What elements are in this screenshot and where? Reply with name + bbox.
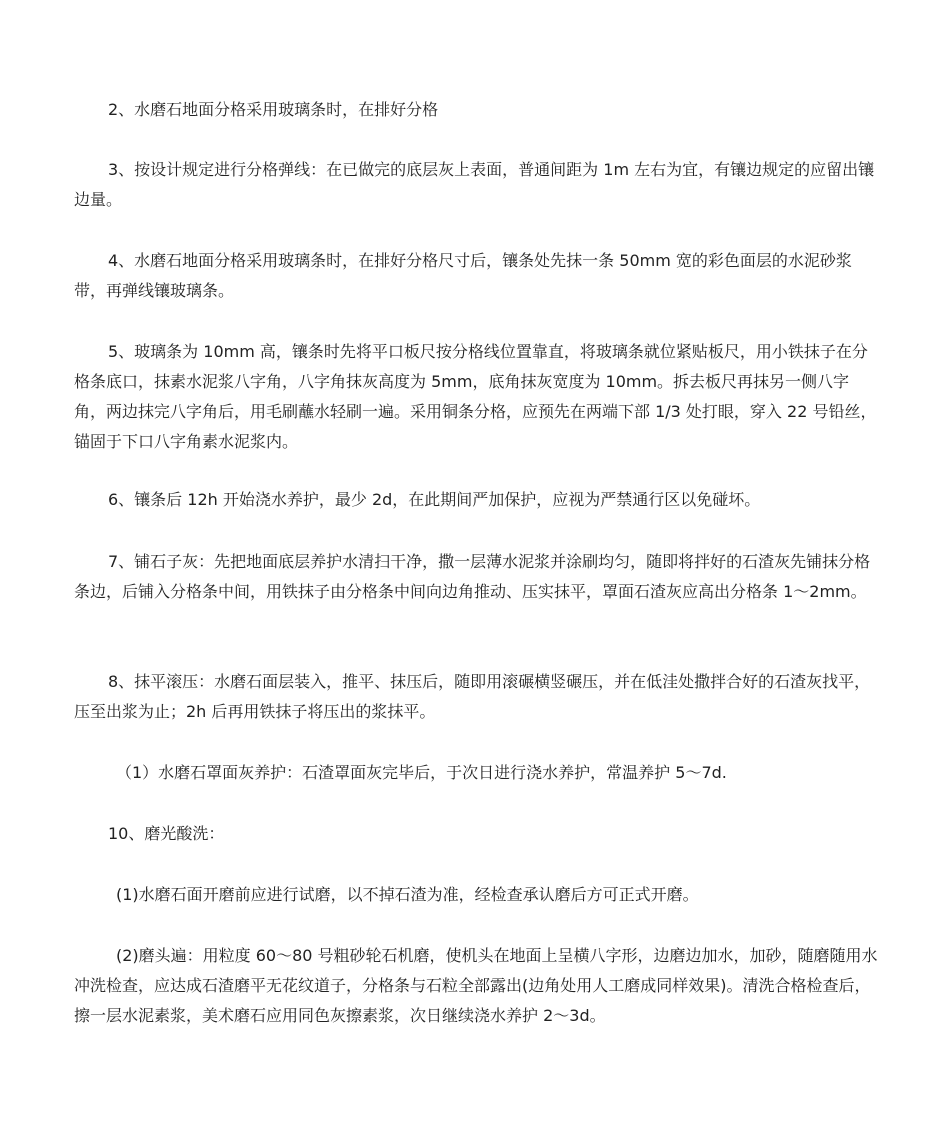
paragraph-10-1: (1)水磨石面开磨前应进行试磨，以不掉石渣为准，经检查承认磨后方可正式开磨。 [116, 885, 699, 904]
paragraph-3: 3、按设计规定进行分格弹线：在已做完的底层灰上表面，普通间距为 1m 左右为宜，有镶边规定的应留出镶边量。 [74, 160, 875, 209]
paragraph-8-1: （1）水磨石罩面灰养护：石渣罩面灰完毕后，于次日进行浇水养护，常温养护 5～7d. [116, 763, 727, 782]
paragraph-6: 6、镶条后 12h 开始浇水养护，最少 2d，在此期间严加保护，应视为严禁通行区以免碰坏。 [108, 490, 761, 509]
paragraph-10-2: (2)磨头遍：用粒度 60～80 号粗砂轮石机磨，使机头在地面上呈横八字形，边磨边加水，加砂，随磨随用水冲洗检查，应达成石渣磨平无花纹道子，分格条与石粒全部露出(边角处用人工磨成同样效果)。清洗合格检查后，擦一层水泥素浆，美术磨石应用同色灰擦素浆，次日继续浇水养护 2～3d。 [74, 946, 878, 1025]
paragraph-7: 7、铺石子灰：先把地面底层养护水清扫干净，撒一层薄水泥浆并涂刷均匀，随即将拌好的石渣灰先铺抹分格条边，后铺入分格条中间，用铁抹子由分格条中间向边角推动、压实抹平，罩面石渣灰应高出分格条 1～2mm。 [74, 552, 871, 601]
paragraph-5: 5、玻璃条为 10mm 高，镶条时先将平口板尺按分格线位置靠直，将玻璃条就位紧贴板尺，用小铁抹子在分格条底口，抹素水泥浆八字角，八字角抹灰高度为 5mm，底角抹灰宽度为 10mm。拆去板尺再抹另一侧八字角，两边抹完八字角后，用毛刷蘸水轻刷一遍。采用铜条分格，应预先在两端下部 1/3 处打眼，穿入 22 号铅丝，锚固于下口八字角素水泥浆内。 [74, 342, 877, 451]
paragraph-2: 2、水磨石地面分格采用玻璃条时，在排好分格 [108, 100, 439, 119]
paragraph-10: 10、磨光酸洗： [108, 824, 225, 843]
paragraph-8: 8、抹平滚压：水磨石面层装入，推平、抹压后，随即用滚碾横竖碾压，并在低洼处撒拌合好的石渣灰找平，压至出浆为止；2h 后再用铁抹子将压出的浆抹平。 [74, 672, 871, 721]
paragraph-4: 4、水磨石地面分格采用玻璃条时，在排好分格尺寸后，镶条处先抹一条 50mm 宽的彩色面层的水泥砂浆带，再弹线镶玻璃条。 [74, 251, 852, 300]
